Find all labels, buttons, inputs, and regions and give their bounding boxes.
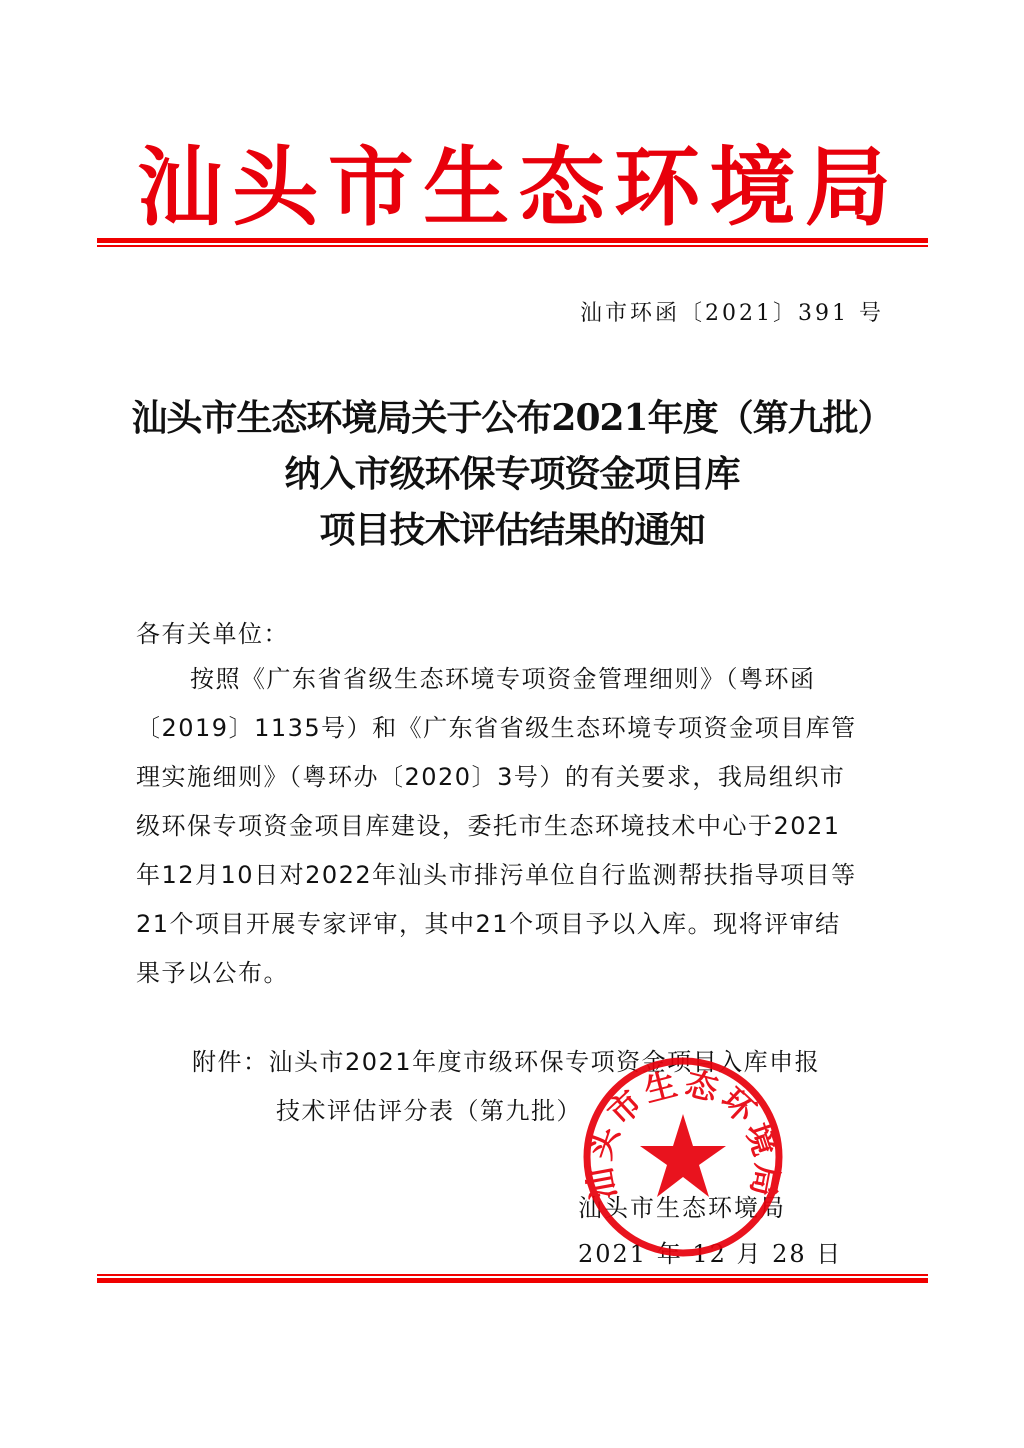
header-rule-thick xyxy=(97,238,928,243)
paragraph-line: 级环保专项资金项目库建设，委托市生态环境技术中心于2021 xyxy=(136,812,841,840)
star-icon xyxy=(640,1114,726,1197)
masthead-char: 生 xyxy=(423,137,510,238)
body-paragraph xyxy=(136,655,892,998)
masthead-char: 环 xyxy=(614,137,701,238)
attachment-label: 附件： xyxy=(192,1048,269,1076)
title-line-2: 纳入市级环保专项资金项目库 xyxy=(284,453,740,495)
salutation: 各有关单位： xyxy=(136,620,289,648)
masthead-char: 态 xyxy=(518,137,605,238)
header-rule-thin xyxy=(97,245,928,247)
masthead-char: 境 xyxy=(709,137,796,238)
paragraph-line: 年12月10日对2022年汕头市排污单位自行监测帮扶指导项目等 xyxy=(136,861,857,889)
paragraph-line: 按照《广东省省级生态环境专项资金管理细则》（粤环函 xyxy=(190,665,816,693)
paragraph-line: 〔2019〕1135号）和《广东省省级生态环境专项资金项目库管 xyxy=(136,714,857,742)
agency-masthead xyxy=(97,130,929,238)
title-line-1: 汕头市生态环境局关于公布2021年度（第九批） xyxy=(131,397,893,439)
masthead-char: 市 xyxy=(327,137,414,238)
paragraph-line: 果予以公布。 xyxy=(136,959,289,987)
official-seal-icon xyxy=(578,1052,788,1262)
attachment-title-line-2: 技术评估评分表（第九批） xyxy=(276,1097,582,1125)
document-title xyxy=(0,390,1024,558)
footer-rule-thick xyxy=(97,1278,928,1283)
attachment-title-line-1: 汕头市2021年度市级环保专项资金项目入库申报 xyxy=(268,1048,821,1076)
paragraph-line: 理实施细则》（粤环办〔2020〕3号）的有关要求，我局组织市 xyxy=(136,763,846,791)
document-number: 汕市环函〔2021〕391 号 xyxy=(580,301,884,326)
signature-date: 2021 年 12 月 28 日 xyxy=(578,1240,843,1268)
title-line-3: 项目技术评估结果的通知 xyxy=(319,509,705,551)
svg-text:汕头市生态环境局: 汕头市生态环境局 xyxy=(579,1063,787,1204)
masthead-char: 局 xyxy=(804,137,891,238)
signature-org: 汕头市生态环境局 xyxy=(578,1194,786,1222)
masthead-char: 汕 xyxy=(137,137,223,238)
masthead-char: 头 xyxy=(232,137,319,238)
paragraph-line: 21个项目开展专家评审，其中21个项目予以入库。现将评审结 xyxy=(136,910,841,938)
